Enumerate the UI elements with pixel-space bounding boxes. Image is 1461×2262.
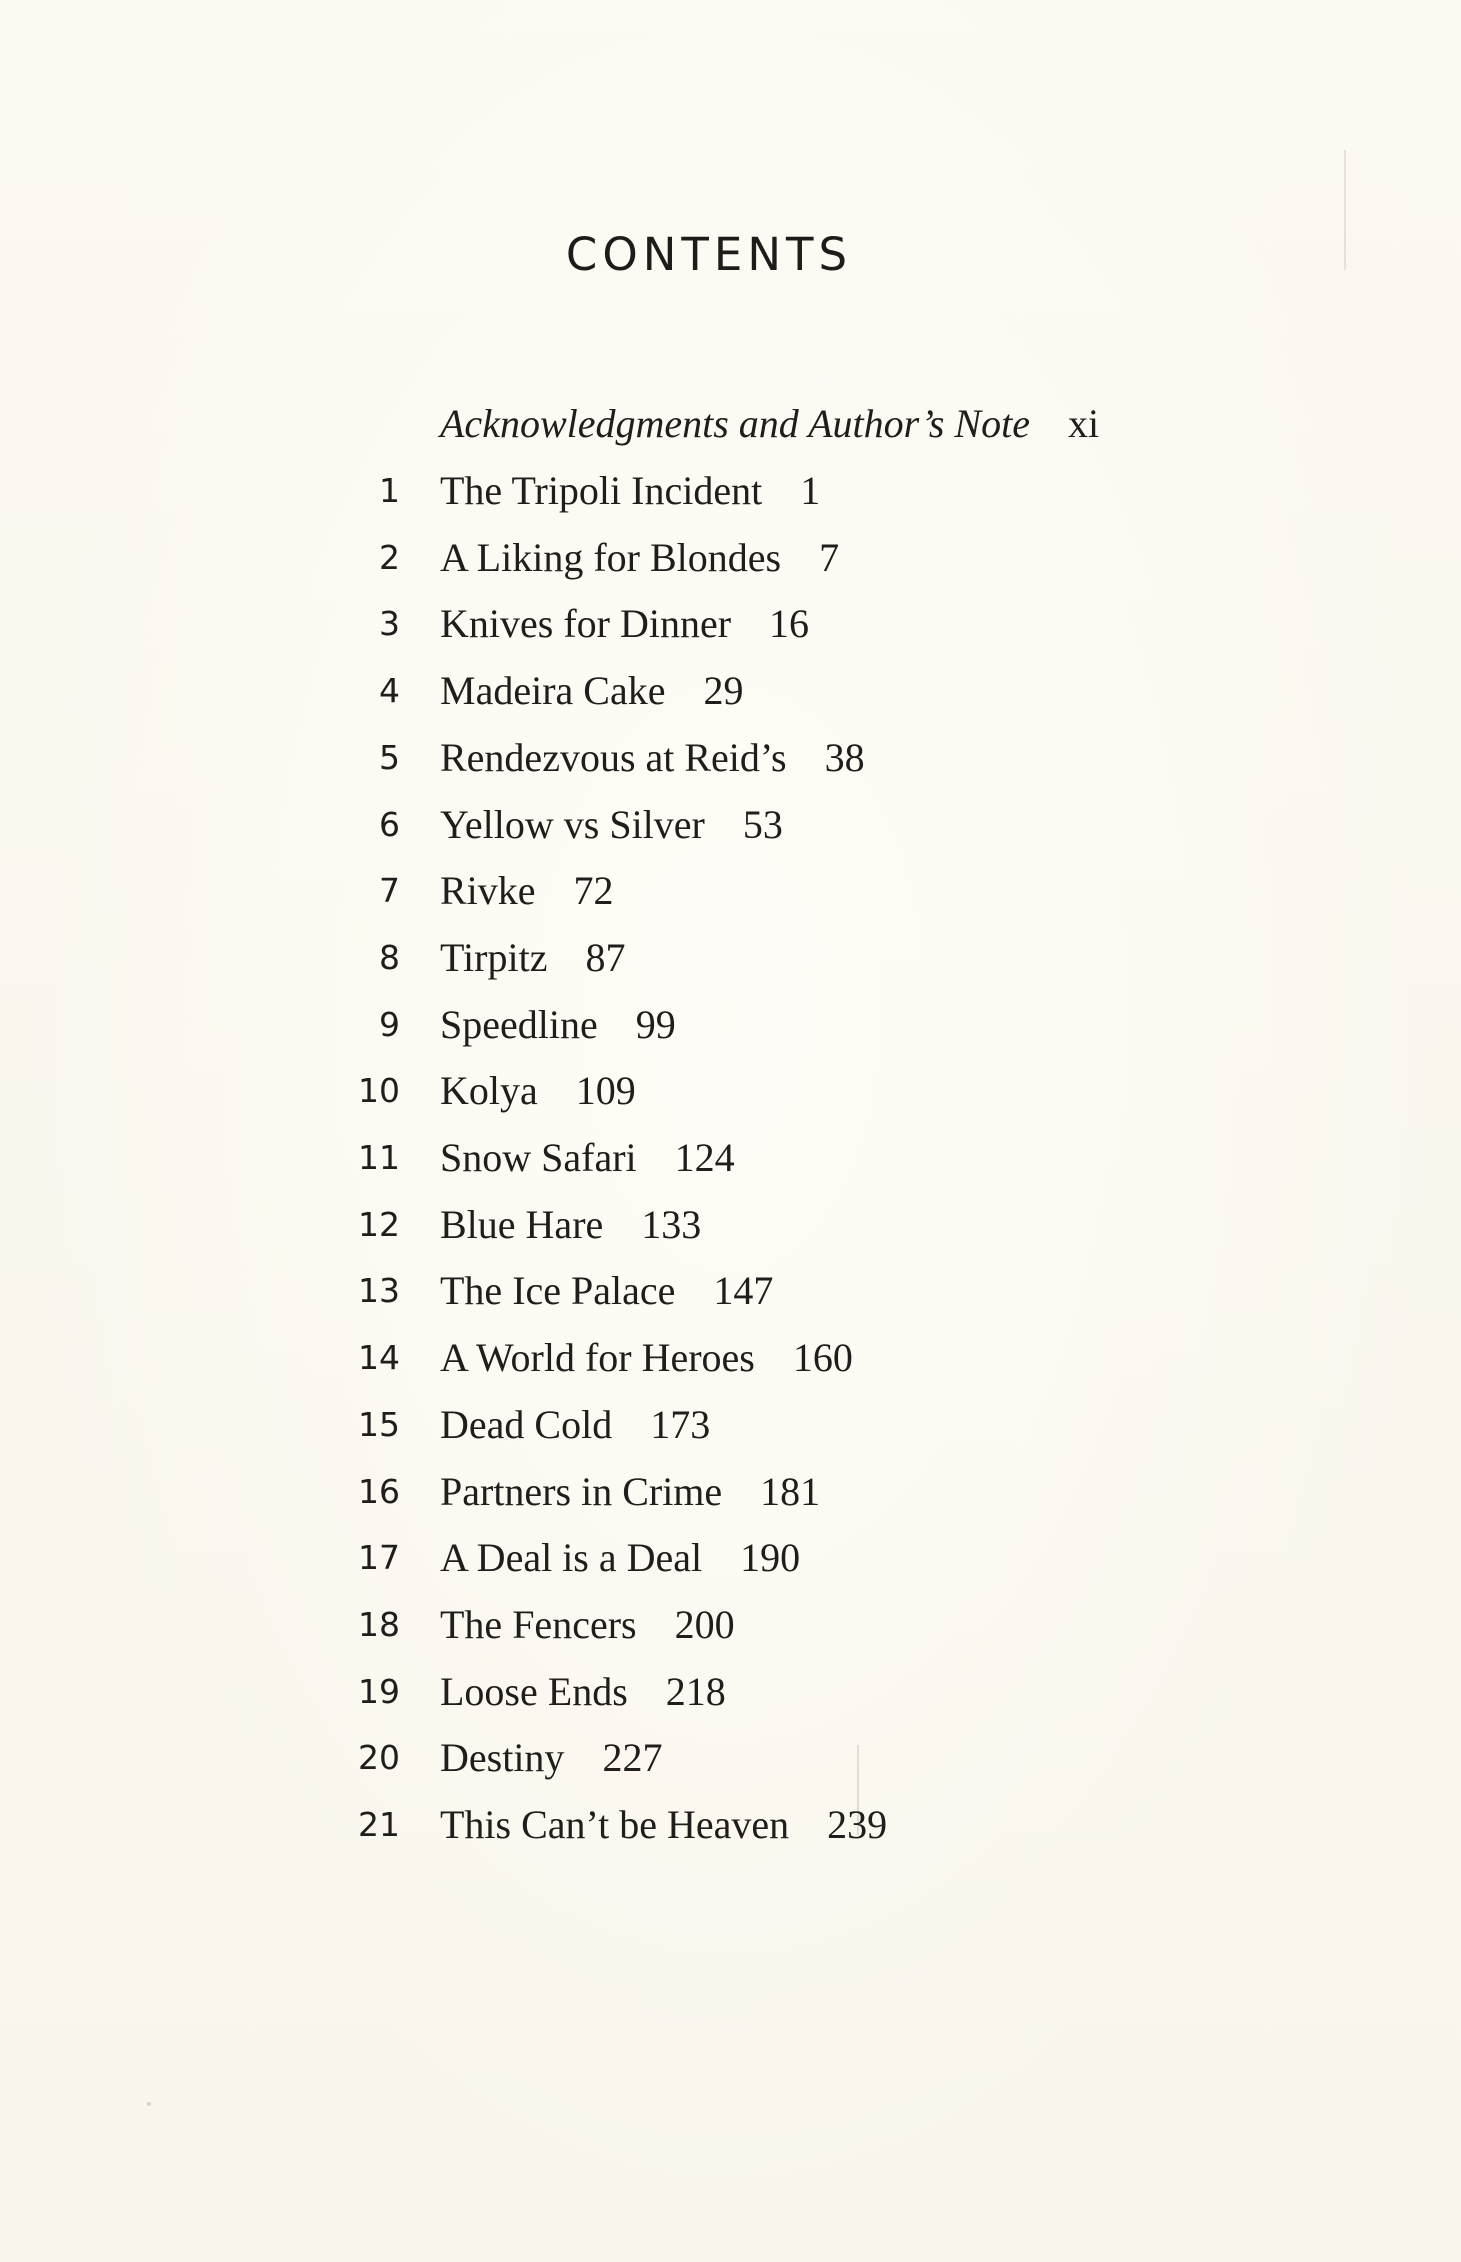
chapter-page: 160 [792, 1335, 853, 1380]
toc-chapter-row [0, 861, 1461, 921]
chapter-title: A Liking for Blondes [440, 535, 782, 580]
chapter-number: 7 [379, 871, 400, 910]
toc-chapter-row [0, 594, 1461, 654]
toc-chapter-row [0, 728, 1461, 788]
chapter-number: 14 [358, 1338, 400, 1377]
toc-chapter-row [0, 1595, 1461, 1655]
chapter-number: 9 [379, 1005, 400, 1044]
chapter-title: Speedline [440, 1002, 598, 1047]
chapter-title: Loose Ends [440, 1669, 628, 1714]
chapter-page: 133 [641, 1202, 702, 1247]
chapter-title: This Can’t be Heaven [440, 1802, 790, 1847]
toc-chapter-row [0, 1795, 1461, 1855]
chapter-entry [440, 1528, 800, 1588]
chapter-entry [440, 1662, 726, 1722]
chapter-page: 72 [573, 868, 614, 913]
front-matter-entry [440, 394, 1099, 454]
chapter-number: 3 [379, 604, 400, 643]
chapter-entry [440, 1395, 710, 1455]
chapter-page: 109 [575, 1068, 636, 1113]
chapter-number: 18 [358, 1605, 400, 1644]
chapter-number: 19 [358, 1672, 400, 1711]
chapter-number: 11 [358, 1138, 400, 1177]
chapter-entry [440, 594, 809, 654]
toc-chapter-row [0, 1061, 1461, 1121]
chapter-page: 7 [819, 535, 840, 580]
chapter-entry [440, 1728, 662, 1788]
toc-chapter-row [0, 795, 1461, 855]
chapter-number: 2 [379, 538, 400, 577]
chapter-number: 4 [379, 671, 400, 710]
chapter-page: 124 [674, 1135, 735, 1180]
chapter-entry [440, 461, 820, 521]
toc-chapter-row [0, 928, 1461, 988]
chapter-number: 12 [358, 1205, 400, 1244]
chapter-title: Snow Safari [440, 1135, 637, 1180]
chapter-title: The Ice Palace [440, 1268, 676, 1313]
chapter-page: 38 [824, 735, 865, 780]
chapter-number: 8 [379, 938, 400, 977]
chapter-page: 227 [602, 1735, 663, 1780]
toc-chapter-row [0, 1261, 1461, 1321]
toc-chapter-row [0, 528, 1461, 588]
chapter-entry [440, 1195, 701, 1255]
chapter-number: 15 [358, 1405, 400, 1444]
chapter-page: 29 [703, 668, 744, 713]
chapter-page: 173 [650, 1402, 711, 1447]
chapter-page: 190 [740, 1535, 801, 1580]
chapter-entry [440, 661, 743, 721]
chapter-title: Kolya [440, 1068, 538, 1113]
page-title: CONTENTS [565, 228, 853, 281]
chapter-title: Knives for Dinner [440, 601, 732, 646]
chapter-entry [440, 1128, 735, 1188]
chapter-page: 99 [635, 1002, 676, 1047]
chapter-page: 239 [827, 1802, 888, 1847]
toc-chapter-row [0, 661, 1461, 721]
chapter-number: 6 [379, 805, 400, 844]
chapter-entry [440, 1261, 773, 1321]
chapter-page: 1 [800, 468, 821, 513]
chapter-page: 218 [665, 1669, 726, 1714]
chapter-page: 147 [713, 1268, 774, 1313]
chapter-title: Yellow vs Silver [440, 802, 705, 847]
toc-chapter-row [0, 1195, 1461, 1255]
toc-chapter-row [0, 1728, 1461, 1788]
front-matter-label: Acknowledgments and Author’s Note [440, 401, 1030, 446]
chapter-entry [440, 795, 783, 855]
front-matter-page: xi [1067, 401, 1100, 446]
chapter-title: Dead Cold [440, 1402, 613, 1447]
toc-chapter-row [0, 1528, 1461, 1588]
chapter-title: A World for Heroes [440, 1335, 755, 1380]
chapter-number: 1 [379, 471, 400, 510]
chapter-entry [440, 1462, 820, 1522]
chapter-title: Blue Hare [440, 1202, 604, 1247]
chapter-page: 181 [760, 1469, 821, 1514]
toc-chapter-row [0, 1128, 1461, 1188]
chapter-number: 5 [379, 738, 400, 777]
toc-chapter-row [0, 1328, 1461, 1388]
chapter-title: Partners in Crime [440, 1469, 723, 1514]
toc-chapter-row [0, 1662, 1461, 1722]
chapter-number: 13 [358, 1271, 400, 1310]
chapter-title: Madeira Cake [440, 668, 666, 713]
chapter-title: Destiny [440, 1735, 565, 1780]
chapter-entry [440, 995, 676, 1055]
chapter-entry [440, 1795, 887, 1855]
chapter-number: 20 [358, 1738, 400, 1777]
toc-chapter-row [0, 995, 1461, 1055]
toc-chapter-row [0, 1395, 1461, 1455]
chapter-entry [440, 728, 865, 788]
chapter-title: The Fencers [440, 1602, 637, 1647]
chapter-title: Rendezvous at Reid’s [440, 735, 787, 780]
chapter-entry [440, 1595, 735, 1655]
chapter-entry [440, 861, 614, 921]
chapter-title: A Deal is a Deal [440, 1535, 703, 1580]
chapter-number: 16 [358, 1472, 400, 1511]
chapter-page: 16 [769, 601, 810, 646]
toc-chapter-row [0, 1462, 1461, 1522]
chapter-title: The Tripoli Incident [440, 468, 763, 513]
chapter-entry [440, 1061, 636, 1121]
chapter-number: 10 [358, 1071, 400, 1110]
chapter-entry [440, 928, 625, 988]
toc-front-matter [0, 394, 1461, 454]
chapter-page: 53 [742, 802, 783, 847]
chapter-page: 200 [674, 1602, 735, 1647]
chapter-entry [440, 1328, 853, 1388]
toc-chapter-row [0, 461, 1461, 521]
chapter-entry [440, 528, 839, 588]
chapter-number: 17 [358, 1538, 400, 1577]
chapter-title: Rivke [440, 868, 536, 913]
chapter-number: 21 [358, 1805, 400, 1844]
chapter-page: 87 [585, 935, 626, 980]
chapter-title: Tirpitz [440, 935, 548, 980]
